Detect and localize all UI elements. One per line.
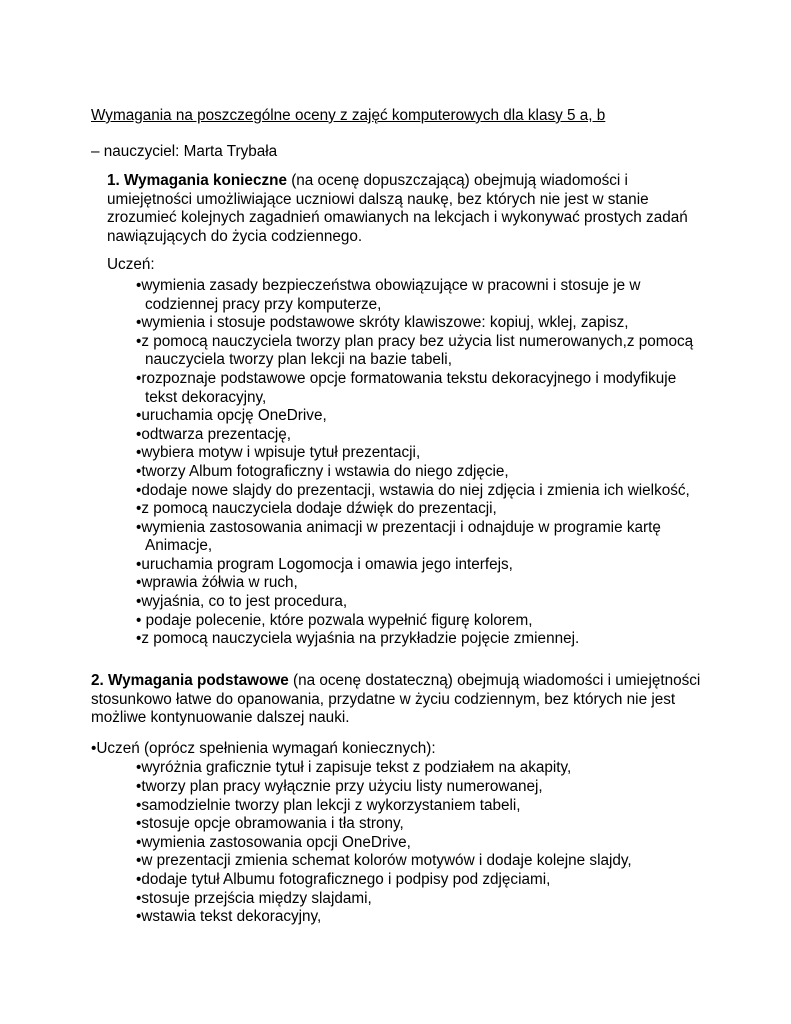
list-item-text: uruchamia opcję OneDrive, — [141, 407, 327, 425]
list-item — [136, 890, 711, 909]
list-item — [136, 815, 711, 834]
list-item-text: w prezentacji zmienia schemat kolorów motywów i dodaje kolejne slajdy, — [141, 852, 632, 870]
list-item — [136, 593, 707, 612]
bullet-icon: • — [136, 777, 142, 795]
bullet-icon: • — [136, 759, 142, 777]
list-item-text: wybiera motyw i wpisuje tytuł prezentacji, — [141, 444, 421, 462]
list-item-text: wyjaśnia, co to jest procedura, — [141, 593, 348, 611]
list-item-text: wprawia żółwia w ruch, — [141, 574, 298, 592]
bullet-icon: • — [136, 332, 142, 350]
list-item — [136, 556, 707, 575]
list-item — [136, 759, 711, 778]
list-item — [136, 519, 707, 556]
list-item — [136, 908, 711, 927]
list-item-text: z pomocą nauczyciela wyjaśnia na przykładzie pojęcie zmiennej. — [141, 630, 580, 648]
document-title: Wymagania na poszczególne oceny z zajęć komputerowych dla klasy 5 a, b — [91, 107, 606, 124]
list-item-text: podaje polecenie, które pozwala wypełnić figurę kolorem, — [141, 611, 533, 629]
list-item-text: wymienia zastosowania opcji OneDrive, — [141, 833, 411, 851]
list-item-text: dodaje tytuł Albumu fotograficznego i podpisy pod zdjęciami, — [141, 870, 551, 888]
bullet-icon: • — [136, 444, 142, 462]
list-item-text: z pomocą nauczyciela dodaje dźwięk do prezentacji, — [141, 500, 497, 518]
list-item-text: wstawia tekst dekoracyjny, — [141, 908, 322, 926]
list-item-text: wymienia zasady bezpieczeństwa obowiązujące w pracowni i stosuje je w codziennej pracy przy komputerze, — [141, 276, 641, 313]
list-item-text: stosuje przejścia między slajdami, — [141, 889, 372, 907]
student-label: Uczeń: — [107, 256, 155, 274]
list-item — [136, 444, 707, 463]
bullet-icon: • — [136, 815, 142, 833]
list-item-text: samodzielnie tworzy plan lekcji z wykorzystaniem tabeli, — [141, 796, 521, 814]
list-item — [136, 834, 711, 853]
bullet-icon: • — [136, 518, 142, 536]
list-item — [136, 463, 707, 482]
list-item-text: tworzy plan pracy wyłącznie przy użyciu listy numerowanej, — [141, 777, 543, 795]
bullet-icon: • — [91, 739, 97, 757]
student-label-basic: •Uczeń (oprócz spełnienia wymagań koniecznych): — [91, 739, 436, 757]
bullet-icon: • — [136, 611, 142, 629]
bullet-icon: • — [136, 276, 142, 294]
bullet-icon: • — [136, 462, 142, 480]
bullet-icon: • — [136, 574, 142, 592]
bullet-icon: • — [136, 870, 142, 888]
list-item-text: dodaje nowe slajdy do prezentacji, wstawia do niej zdjęcia i zmienia ich wielkość, — [141, 481, 690, 499]
section-basic-intro — [91, 672, 711, 728]
list-item — [136, 852, 711, 871]
list-item-text: wymienia i stosuje podstawowe skróty klawiszowe: kopiuj, wklej, zapisz, — [141, 314, 629, 332]
section-required — [107, 172, 707, 649]
list-item — [136, 333, 707, 370]
list-item — [136, 778, 711, 797]
bullet-icon: • — [136, 314, 142, 332]
bullet-icon: • — [136, 481, 142, 499]
list-item — [136, 370, 707, 407]
bullet-icon: • — [136, 852, 142, 870]
bullet-icon: • — [136, 407, 142, 425]
list-item-text: uruchamia program Logomocja i omawia jego interfejs, — [141, 555, 513, 573]
list-item-text: tworzy Album fotograficzny i wstawia do niego zdjęcie, — [141, 462, 509, 480]
list-item-text: wyróżnia graficznie tytuł i zapisuje tekst z podziałem na akapity, — [141, 759, 572, 777]
section-basic-description: (na ocenę dostateczną) obejmują wiadomości i umiejętności stosunkowo łatwe do opanowania, przydatne w życiu codziennym, bez których nie jest możliwe kontynuowanie dalszej nauki. — [91, 672, 701, 727]
basic-items-list — [136, 759, 711, 926]
list-item-text: stosuje opcje obramowania i tła strony, — [141, 815, 404, 833]
section-required-heading: 1. Wymagania konieczne — [107, 172, 287, 189]
bullet-icon: • — [136, 889, 142, 907]
bullet-icon: • — [136, 833, 142, 851]
list-item — [136, 612, 707, 631]
list-item-text: rozpoznaje podstawowe opcje formatowania tekstu dekoracyjnego i modyfikuje tekst dekoracyjny, — [141, 369, 677, 406]
bullet-icon: • — [136, 425, 142, 443]
list-item-text: z pomocą nauczyciela tworzy plan pracy bez użycia list numerowanych,z pomocą nauczyciela tworzy plan lekcji na bazie tabeli, — [141, 332, 694, 369]
list-item — [136, 630, 707, 649]
bullet-icon: • — [136, 796, 142, 814]
list-item — [136, 574, 707, 593]
list-item — [136, 871, 711, 890]
list-item — [136, 407, 707, 426]
bullet-icon: • — [136, 555, 142, 573]
section-basic — [91, 672, 711, 927]
teacher-line: – nauczyciel: Marta Trybała — [91, 143, 278, 160]
required-items-list — [136, 277, 707, 649]
list-item — [136, 797, 711, 816]
bullet-icon: • — [136, 369, 142, 387]
bullet-icon: • — [136, 500, 142, 518]
bullet-icon: • — [136, 630, 142, 648]
bullet-icon: • — [136, 593, 142, 611]
section-required-intro — [107, 172, 707, 246]
list-item — [136, 426, 707, 445]
list-item — [136, 277, 707, 314]
section-required-description: (na ocenę dopuszczającą) obejmują wiadomości i umiejętności umożliwiające uczniowi dalszą naukę, bez których nie jest w stanie zrozumieć kolejnych zagadnień omawianych na lekcjach i wykonywać prostych zadań nawiązujących do życia codziennego. — [107, 172, 688, 245]
list-item — [136, 500, 707, 519]
list-item-text: odtwarza prezentację, — [141, 425, 292, 443]
bullet-icon: • — [136, 908, 142, 926]
section-basic-heading: 2. Wymagania podstawowe — [91, 672, 289, 689]
list-item — [136, 314, 707, 333]
list-item — [136, 482, 707, 501]
list-item-text: wymienia zastosowania animacji w prezentacji i odnajduje w programie kartę Animacje, — [141, 518, 661, 555]
